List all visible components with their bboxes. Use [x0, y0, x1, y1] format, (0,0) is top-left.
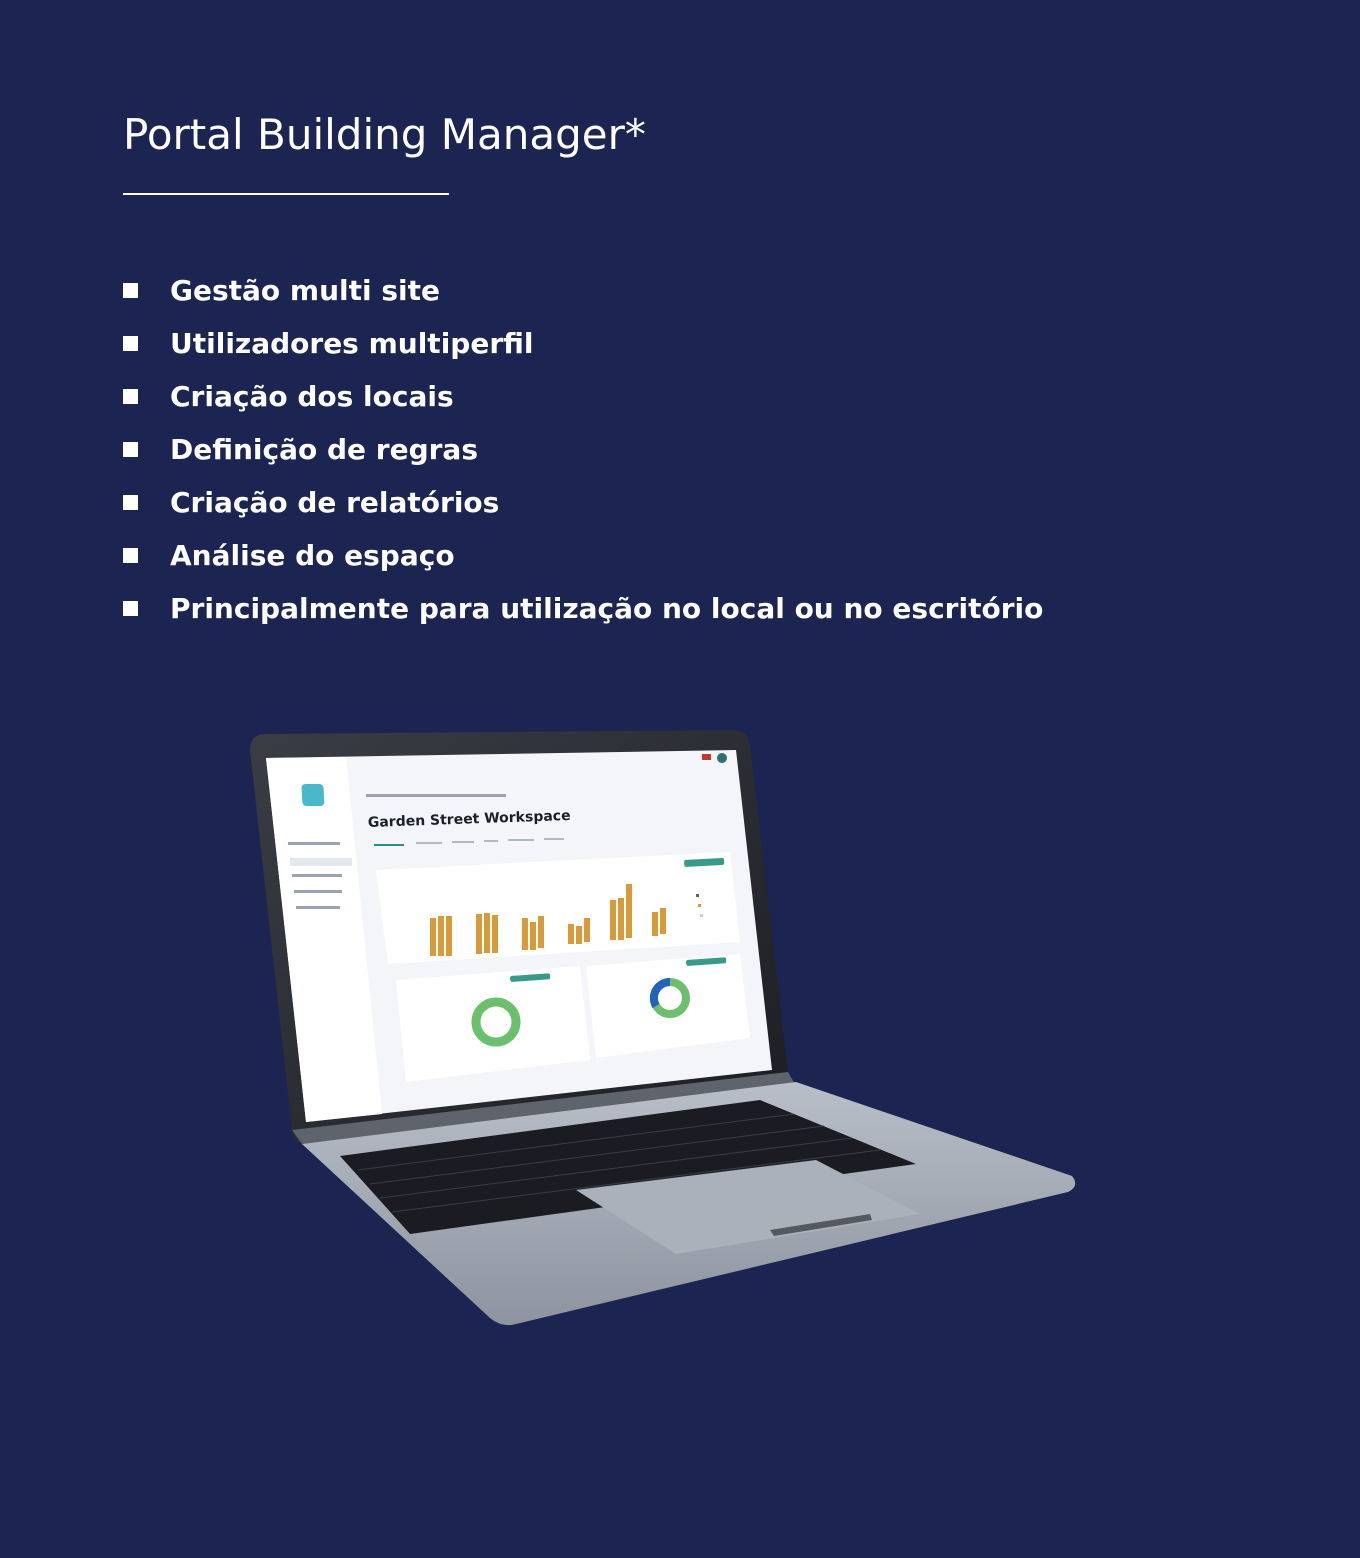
feature-list — [123, 264, 1043, 635]
feature-label: Principalmente para utilização no local ou no escritório — [170, 592, 1044, 625]
building-manager-logo-icon — [301, 784, 324, 806]
title-underline — [123, 193, 449, 195]
feature-item — [123, 317, 1043, 370]
page-title: Portal Building Manager* — [123, 110, 646, 159]
user-avatar-icon — [717, 753, 727, 763]
feature-item — [123, 264, 1043, 317]
laptop-illustration — [240, 720, 1090, 1340]
square-bullet-icon — [123, 389, 138, 404]
feature-label: Utilizadores multiperfil — [170, 327, 534, 360]
feature-label: Definição de regras — [170, 433, 478, 466]
feature-item — [123, 476, 1043, 529]
screen-breadcrumb — [366, 794, 506, 797]
square-bullet-icon — [123, 442, 138, 457]
square-bullet-icon — [123, 283, 138, 298]
square-bullet-icon — [123, 548, 138, 563]
feature-item — [123, 529, 1043, 582]
flag-icon — [702, 754, 711, 760]
feature-item — [123, 370, 1043, 423]
feature-label: Criação dos locais — [170, 380, 454, 413]
laptop-image — [240, 720, 1090, 1340]
square-bullet-icon — [123, 336, 138, 351]
feature-label: Gestão multi site — [170, 274, 440, 307]
feature-item — [123, 582, 1043, 635]
screen-page-title: Garden Street Workspace — [367, 807, 571, 831]
square-bullet-icon — [123, 601, 138, 616]
feature-label: Análise do espaço — [170, 539, 455, 572]
square-bullet-icon — [123, 495, 138, 510]
feature-item — [123, 423, 1043, 476]
feature-label: Criação de relatórios — [170, 486, 500, 519]
